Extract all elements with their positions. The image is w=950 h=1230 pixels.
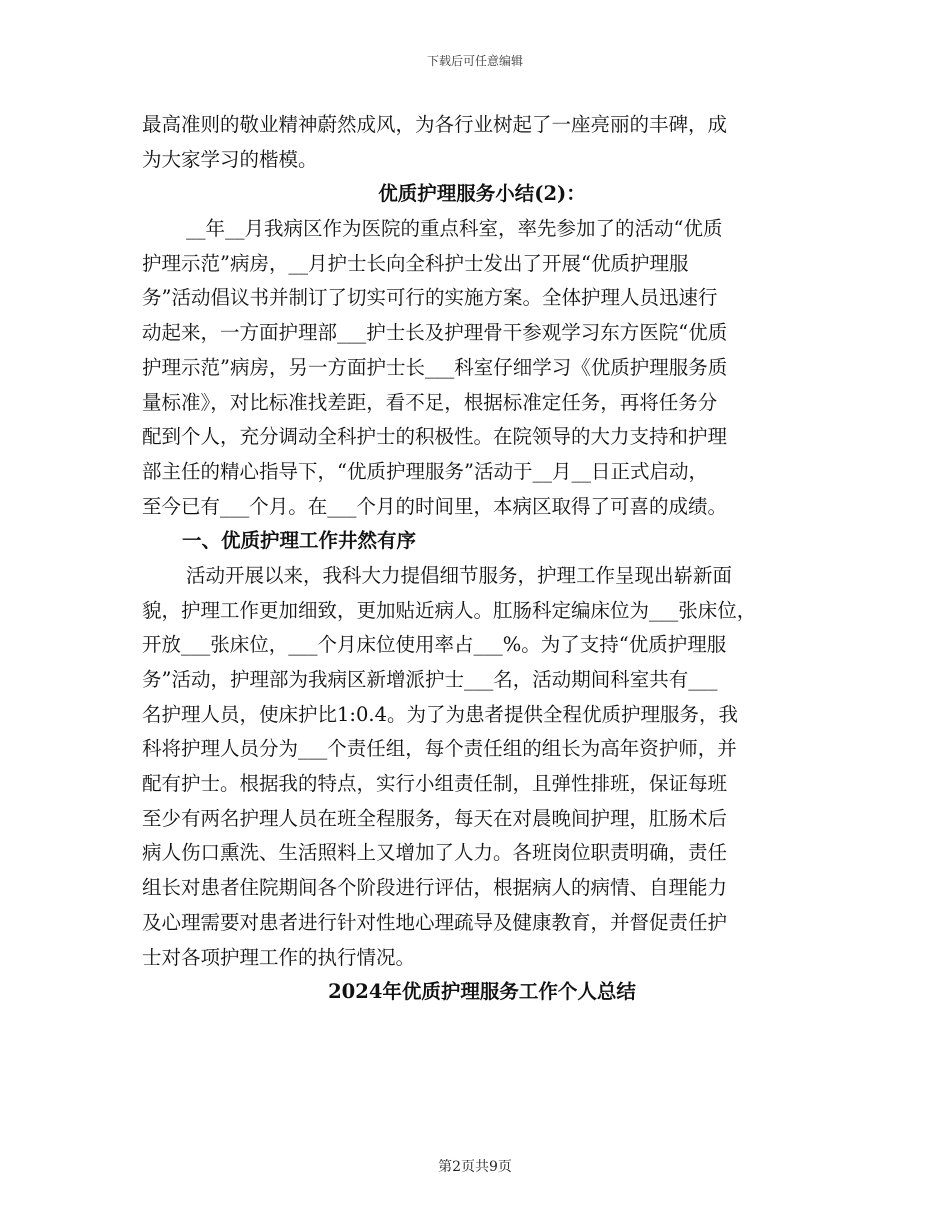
body-line: 部主任的精心指导下，“优质护理服务”活动于__月__日正式启动， bbox=[142, 459, 708, 483]
body-line: 病人伤口熏洗、生活照料上又增加了人力。各班岗位职责明确，责任 bbox=[142, 841, 728, 865]
document-body bbox=[142, 108, 822, 1010]
body-line: 至少有两名护理人员在班全程服务，每天在对晨晚间护理，肛肠术后 bbox=[142, 806, 728, 830]
body-line: 务”活动倡议书并制订了切实可行的实施方案。全体护理人员迅速行 bbox=[142, 286, 718, 310]
document-title: 2024年优质护理服务工作个人总结 bbox=[328, 980, 636, 1004]
body-line: 护理示范”病房，__月护士长向全科护士发出了开展“优质护理服 bbox=[142, 251, 689, 275]
body-line: 组长对患者住院期间各个阶段进行评估，根据病人的病情、自理能力 bbox=[142, 876, 728, 900]
subsection-heading: 一、优质护理工作井然有序 bbox=[182, 529, 417, 553]
page-header: 下载后可任意编辑 bbox=[426, 54, 523, 68]
body-line: 量标准》，对比标准找差距，看不足，根据标准定任务，再将任务分 bbox=[142, 390, 718, 414]
body-line: 配有护士。根据我的特点，实行小组责任制，且弹性排班，保证每班 bbox=[142, 772, 728, 796]
body-line: 动起来，一方面护理部___护士长及护理骨干参观学习东方医院“优质 bbox=[142, 321, 728, 345]
paragraph-start: 活动开展以来，我科大力提倡细节服务，护理工作呈现出崭新面 bbox=[186, 563, 733, 587]
paragraph-start: __年__月我病区作为医院的重点科室，率先参加了的活动“优质 bbox=[186, 217, 723, 241]
body-line: 至今已有___个月。在___个月的时间里，本病区取得了可喜的成绩。 bbox=[142, 494, 728, 518]
body-line: 最高准则的敬业精神蔚然成风，为各行业树起了一座亮丽的丰碑，成 bbox=[142, 113, 728, 136]
body-line: 及心理需要对患者进行针对性地心理疏导及健康教育，并督促责任护 bbox=[142, 910, 728, 934]
body-line: 科将护理人员分为___个责任组，每个责任组的组长为高年资护师，并 bbox=[142, 737, 737, 761]
body-line: 护理示范”病房，另一方面护士长___科室仔细学习《优质护理服务质 bbox=[142, 355, 728, 379]
section-title: 优质护理服务小结(2)： bbox=[378, 182, 586, 206]
body-line: 名护理人员，使床护比1:0.4。为了为患者提供全程优质护理服务，我 bbox=[142, 702, 738, 726]
body-line: 貌，护理工作更加细致，更加贴近病人。肛肠科定编床位为___张床位， bbox=[142, 598, 757, 622]
page-number: 第2页共9页 bbox=[438, 1159, 512, 1175]
body-line: 务”活动，护理部为我病区新增派护士___名，活动期间科室共有___ bbox=[142, 668, 718, 691]
body-line: 为大家学习的楷模。 bbox=[142, 147, 318, 171]
body-line: 开放___张床位，___个月床位使用率占___%。为了支持“优质护理服 bbox=[142, 633, 727, 657]
body-line: 士对各项护理工作的执行情况。 bbox=[142, 945, 416, 969]
body-line: 配到个人，充分调动全科护士的积极性。在院领导的大力支持和护理 bbox=[142, 425, 728, 449]
